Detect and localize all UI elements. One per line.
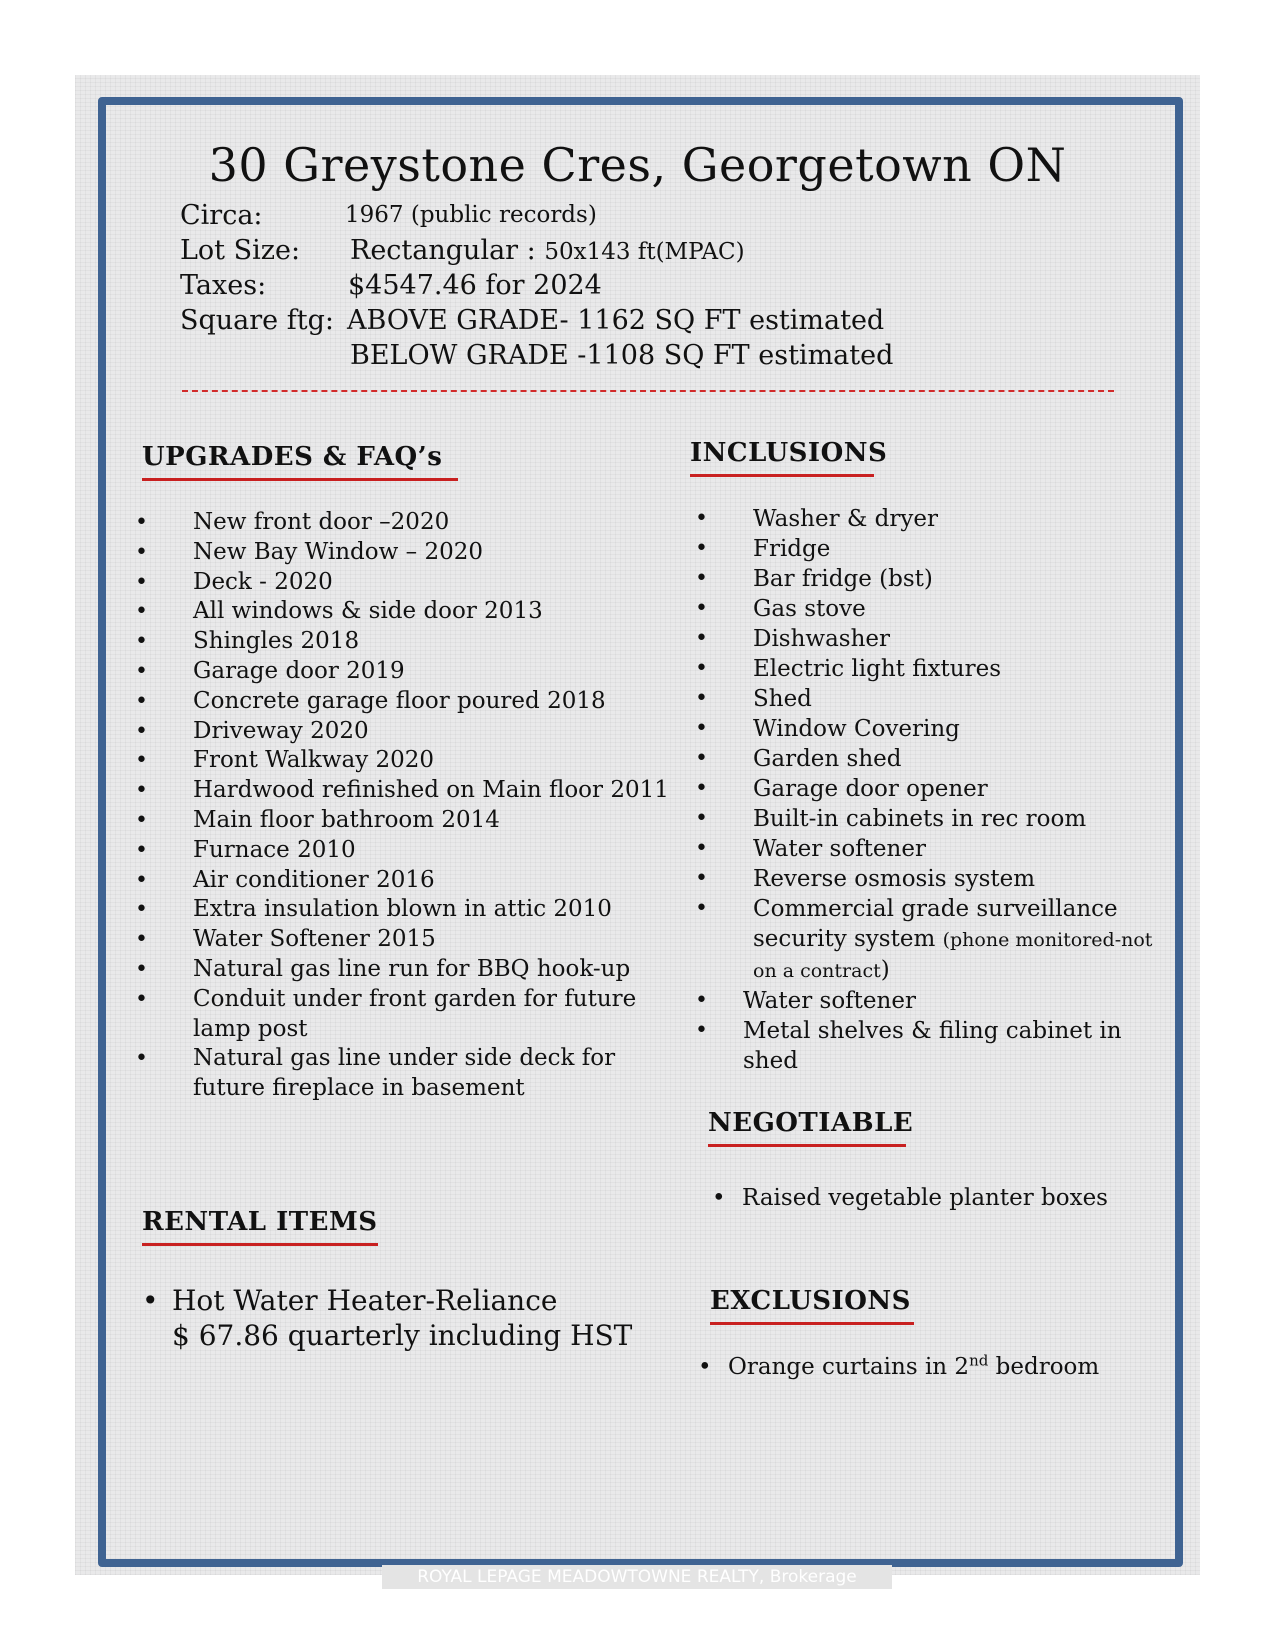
lot-size-value xyxy=(350,233,745,270)
section-divider xyxy=(182,390,1114,392)
list-item-text: Garage door opener xyxy=(753,776,988,802)
list-item xyxy=(695,774,1165,804)
bullet-icon: • xyxy=(695,988,708,1013)
list-item xyxy=(695,744,1165,774)
bullet-icon: • xyxy=(695,716,708,741)
list-item-text: New front door –2020 xyxy=(193,509,450,535)
list-item xyxy=(695,534,1165,564)
inclusions-heading: INCLUSIONS xyxy=(690,438,874,477)
list-item xyxy=(135,985,670,1045)
list-item-text: Natural gas line under side deck for future fireplace in basement xyxy=(193,1045,616,1102)
list-item xyxy=(695,654,1165,684)
rental-item-name: Hot Water Heater-Reliance xyxy=(172,1284,558,1317)
bullet-icon: • xyxy=(695,656,708,681)
list-item-text: Electric light fixtures xyxy=(753,656,1002,682)
list-item xyxy=(135,866,670,896)
rental-item-cost: $ 67.86 quarterly including HST xyxy=(172,1319,633,1352)
list-item-text: Reverse osmosis system xyxy=(753,866,1036,892)
lot-size-dimensions: 50x143 ft(MPAC) xyxy=(544,239,745,265)
bullet-icon: • xyxy=(135,897,148,923)
bullet-icon: • xyxy=(135,658,148,684)
list-item xyxy=(695,864,1165,894)
bullet-icon: • xyxy=(698,1354,712,1380)
list-item xyxy=(135,836,670,866)
bullet-icon: • xyxy=(135,956,148,982)
bullet-icon: • xyxy=(695,836,708,861)
bullet-icon: • xyxy=(695,896,708,921)
negotiable-heading: NEGOTIABLE xyxy=(708,1108,906,1147)
property-address-title: 30 Greystone Cres, Georgetown ON xyxy=(208,138,1067,192)
list-item-text: Built-in cabinets in rec room xyxy=(753,806,1087,832)
bullet-icon: • xyxy=(135,510,148,535)
list-item-text: Garage door 2019 xyxy=(193,657,405,684)
taxes-label: Taxes: xyxy=(180,270,267,301)
list-item-text: Natural gas line run for BBQ hook-up xyxy=(193,955,631,982)
bullet-icon: • xyxy=(695,566,708,591)
upgrades-heading: UPGRADES & FAQ’s xyxy=(142,442,458,481)
bullet-icon: • xyxy=(695,866,708,891)
list-item xyxy=(135,568,670,598)
bullet-icon: • xyxy=(695,776,708,801)
list-item-text: Metal shelves & filing cabinet in shed xyxy=(743,1018,1122,1074)
list-item-text: Fridge xyxy=(753,536,831,562)
list-item-text: Main floor bathroom 2014 xyxy=(193,806,500,833)
bullet-icon: • xyxy=(135,867,148,893)
bullet-icon: • xyxy=(695,806,708,831)
bullet-icon: • xyxy=(135,748,148,774)
list-item xyxy=(695,714,1165,744)
list-item-text: Bar fridge (bst) xyxy=(753,566,933,592)
bullet-icon: • xyxy=(135,599,148,625)
list-item-text: Water softener xyxy=(743,988,916,1014)
bullet-icon: • xyxy=(135,986,148,1012)
list-item-text: All windows & side door 2013 xyxy=(193,598,543,625)
brokerage-footer: ROYAL LEPAGE MEADOWTOWNE REALTY, Brokerage xyxy=(382,1565,892,1589)
list-item-text: Extra insulation blown in attic 2010 xyxy=(193,896,612,923)
list-item xyxy=(142,1283,702,1353)
lot-size-shape: Rectangular : xyxy=(350,235,536,266)
list-item-text: Air conditioner 2016 xyxy=(193,866,435,893)
rental-items-list xyxy=(142,1283,702,1353)
list-item xyxy=(135,1044,670,1104)
bullet-icon: • xyxy=(135,1046,148,1072)
list-item-text: Water softener xyxy=(753,836,926,862)
list-item xyxy=(695,624,1165,654)
list-item-text: Deck - 2020 xyxy=(193,568,333,595)
bullet-icon: • xyxy=(135,927,148,953)
security-note-close: ) xyxy=(880,957,890,983)
circa-label: Circa: xyxy=(180,200,263,231)
list-item xyxy=(135,776,670,806)
list-item-text: Commercial grade surveillance security system xyxy=(753,896,1118,952)
list-item-text: Washer & dryer xyxy=(753,506,938,532)
list-item-text: Window Covering xyxy=(753,716,960,742)
bullet-icon: • xyxy=(695,596,708,621)
list-item xyxy=(135,597,670,627)
taxes-value: $4547.46 for 2024 xyxy=(348,270,602,301)
bullet-icon: • xyxy=(695,746,708,771)
below-grade-value: BELOW GRADE -1108 SQ FT estimated xyxy=(350,340,894,371)
exclusion-item-text: Orange curtains in 2 xyxy=(728,1354,970,1380)
list-item-text: Driveway 2020 xyxy=(193,717,369,744)
list-item-text: Raised vegetable planter boxes xyxy=(742,1185,1108,1211)
list-item-text: New Bay Window – 2020 xyxy=(193,538,483,565)
list-item xyxy=(135,955,670,985)
list-item xyxy=(712,1183,1108,1213)
list-item-text: Garden shed xyxy=(753,746,902,772)
list-item-text: Hardwood refinished on Main floor 2011 xyxy=(193,777,669,804)
security-note: (phone monitored-not on a contract xyxy=(753,929,1153,982)
list-item xyxy=(695,1016,1165,1076)
negotiable-list xyxy=(712,1183,1108,1213)
bullet-icon: • xyxy=(135,837,148,863)
list-item xyxy=(695,834,1165,864)
above-grade-value: ABOVE GRADE- 1162 SQ FT estimated xyxy=(347,305,885,336)
upgrades-list xyxy=(135,508,670,1104)
bullet-icon: • xyxy=(695,506,708,531)
bullet-icon: • xyxy=(135,629,148,655)
list-item xyxy=(135,627,670,657)
list-item xyxy=(135,508,670,538)
bullet-icon: • xyxy=(695,536,708,561)
list-item-text: Dishwasher xyxy=(753,626,891,652)
bullet-icon: • xyxy=(135,569,148,595)
list-item xyxy=(695,986,1165,1016)
list-item xyxy=(135,717,670,747)
bullet-icon: • xyxy=(142,1284,159,1317)
bullet-icon: • xyxy=(695,1018,708,1043)
bullet-icon: • xyxy=(712,1185,726,1211)
bullet-icon: • xyxy=(135,807,148,833)
list-item xyxy=(695,684,1165,714)
list-item-text: Shed xyxy=(753,686,812,712)
rental-items-heading: RENTAL ITEMS xyxy=(142,1207,378,1246)
list-item-text: Shingles 2018 xyxy=(193,628,360,655)
bullet-icon: • xyxy=(135,688,148,714)
bullet-icon: • xyxy=(135,718,148,744)
list-item-text: Concrete garage floor poured 2018 xyxy=(193,687,606,714)
list-item-text: Water Softener 2015 xyxy=(193,926,436,953)
list-item xyxy=(135,657,670,687)
bullet-icon: • xyxy=(695,626,708,651)
exclusion-item-text-end: bedroom xyxy=(988,1354,1100,1380)
exclusions-list xyxy=(698,1352,1099,1382)
list-item xyxy=(135,538,670,568)
list-item xyxy=(695,804,1165,834)
list-item-text: Gas stove xyxy=(753,596,866,622)
bullet-icon: • xyxy=(695,686,708,711)
lot-size-label: Lot Size: xyxy=(180,235,301,266)
list-item xyxy=(135,895,670,925)
list-item xyxy=(695,504,1165,534)
list-item-text: Front Walkway 2020 xyxy=(193,747,435,774)
list-item-text: Furnace 2010 xyxy=(193,836,356,863)
square-footage-label: Square ftg: xyxy=(180,305,334,336)
list-item xyxy=(695,594,1165,624)
list-item xyxy=(695,894,1165,986)
list-item xyxy=(698,1352,1099,1382)
circa-value: 1967 (public records) xyxy=(345,202,597,228)
bullet-icon: • xyxy=(135,539,148,565)
list-item xyxy=(135,687,670,717)
list-item xyxy=(695,564,1165,594)
bullet-icon: • xyxy=(135,778,148,804)
list-item xyxy=(135,746,670,776)
list-item xyxy=(135,925,670,955)
inclusions-list xyxy=(695,504,1165,1076)
ordinal-suffix: nd xyxy=(969,1351,989,1370)
exclusions-heading: EXCLUSIONS xyxy=(710,1286,914,1325)
list-item xyxy=(135,806,670,836)
list-item-text: Conduit under front garden for future lamp post xyxy=(193,985,637,1042)
